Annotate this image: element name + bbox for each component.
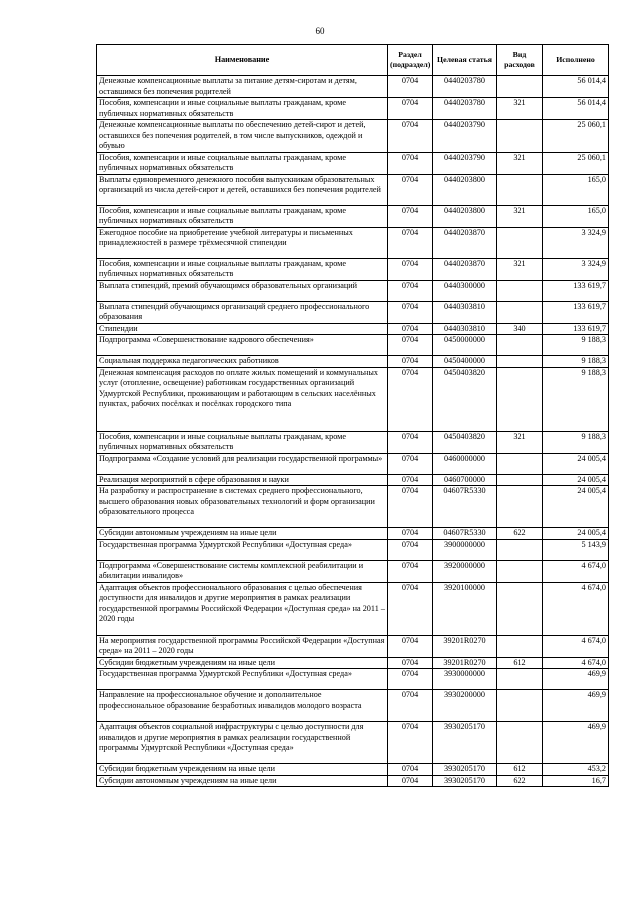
row-target-cell: 0460000000 bbox=[433, 453, 497, 474]
row-name-cell: Ежегодное пособие на приобретение учебной литературы и письменных принадлежностей в размере трёхмесячной стипендии bbox=[97, 227, 388, 258]
row-section-cell: 0704 bbox=[388, 486, 433, 528]
row-type-cell: 622 bbox=[497, 775, 543, 787]
row-name-cell: Пособия, компенсации и иные социальные выплаты гражданам, кроме публичных нормативных обязательств bbox=[97, 258, 388, 280]
row-type-cell bbox=[497, 486, 543, 528]
row-amount-cell: 56 014,4 bbox=[543, 98, 609, 120]
row-section-cell: 0704 bbox=[388, 120, 433, 153]
row-target-cell: 0450403820 bbox=[433, 367, 497, 431]
row-target-cell: 3930205170 bbox=[433, 775, 497, 787]
table-row bbox=[97, 301, 609, 323]
table-row bbox=[97, 227, 609, 258]
row-type-cell: 340 bbox=[497, 323, 543, 335]
table-row bbox=[97, 582, 609, 635]
row-target-cell: 3930200000 bbox=[433, 690, 497, 722]
table-row bbox=[97, 205, 609, 227]
row-amount-cell: 5 143,9 bbox=[543, 539, 609, 560]
row-target-cell: 0440203870 bbox=[433, 258, 497, 280]
row-section-cell: 0704 bbox=[388, 669, 433, 690]
row-type-cell: 622 bbox=[497, 528, 543, 540]
row-amount-cell: 56 014,4 bbox=[543, 76, 609, 98]
row-target-cell: 0440303810 bbox=[433, 323, 497, 335]
row-section-cell: 0704 bbox=[388, 635, 433, 657]
row-name-cell: На мероприятия государственной программы Российской Федерации «Доступная среда» на 2011 – 2020 годы bbox=[97, 635, 388, 657]
table-row bbox=[97, 722, 609, 764]
table-row bbox=[97, 764, 609, 776]
table-row bbox=[97, 635, 609, 657]
row-target-cell: 39201R0270 bbox=[433, 657, 497, 669]
row-amount-cell: 4 674,0 bbox=[543, 560, 609, 582]
row-name-cell: Денежная компенсация расходов по оплате жилых помещений и коммунальных услуг (отопление, освещение) работникам государственных организаций Удмуртской Республики, проживающим и работающим в сельских населённых пунктах, рабочих посёлках и посёлках городского типа bbox=[97, 367, 388, 431]
header-amount: Исполнено bbox=[543, 45, 609, 76]
row-section-cell: 0704 bbox=[388, 528, 433, 540]
row-name-cell: Подпрограмма «Совершенствование системы комплексной реабилитации и абилитации инвалидов» bbox=[97, 560, 388, 582]
row-target-cell: 0450000000 bbox=[433, 335, 497, 356]
row-section-cell: 0704 bbox=[388, 323, 433, 335]
table-row bbox=[97, 528, 609, 540]
row-target-cell: 0440203790 bbox=[433, 120, 497, 153]
table-row bbox=[97, 453, 609, 474]
table-row bbox=[97, 98, 609, 120]
table-row bbox=[97, 690, 609, 722]
row-type-cell bbox=[497, 690, 543, 722]
row-target-cell: 0460700000 bbox=[433, 474, 497, 486]
header-name: Наименование bbox=[97, 45, 388, 76]
row-name-cell: Стипендии bbox=[97, 323, 388, 335]
row-target-cell: 04607R5330 bbox=[433, 528, 497, 540]
row-name-cell: Пособия, компенсации и иные социальные выплаты гражданам, кроме публичных нормативных обязательств bbox=[97, 152, 388, 174]
row-amount-cell: 453,2 bbox=[543, 764, 609, 776]
table-row bbox=[97, 669, 609, 690]
row-amount-cell: 133 619,7 bbox=[543, 301, 609, 323]
table-row bbox=[97, 258, 609, 280]
row-amount-cell: 4 674,0 bbox=[543, 657, 609, 669]
row-type-cell bbox=[497, 174, 543, 205]
row-amount-cell: 24 005,4 bbox=[543, 486, 609, 528]
row-amount-cell: 25 060,1 bbox=[543, 152, 609, 174]
table-row bbox=[97, 367, 609, 431]
row-name-cell: Подпрограмма «Совершенствование кадрового обеспечения» bbox=[97, 335, 388, 356]
row-name-cell: Пособия, компенсации и иные социальные выплаты гражданам, кроме публичных нормативных обязательств bbox=[97, 431, 388, 453]
table-row bbox=[97, 486, 609, 528]
row-name-cell: Субсидии бюджетным учреждениям на иные цели bbox=[97, 764, 388, 776]
table-row bbox=[97, 76, 609, 98]
row-type-cell bbox=[497, 120, 543, 153]
row-name-cell: Подпрограмма «Создание условий для реализации государственной программы» bbox=[97, 453, 388, 474]
row-amount-cell: 9 188,3 bbox=[543, 335, 609, 356]
row-amount-cell: 3 324,9 bbox=[543, 258, 609, 280]
table-row bbox=[97, 174, 609, 205]
expenditure-table bbox=[96, 44, 609, 787]
row-name-cell: Пособия, компенсации и иные социальные выплаты гражданам, кроме публичных нормативных обязательств bbox=[97, 98, 388, 120]
row-section-cell: 0704 bbox=[388, 453, 433, 474]
page-number: 60 bbox=[315, 26, 325, 36]
row-section-cell: 0704 bbox=[388, 764, 433, 776]
row-type-cell bbox=[497, 356, 543, 368]
row-section-cell: 0704 bbox=[388, 205, 433, 227]
row-target-cell: 3920000000 bbox=[433, 560, 497, 582]
row-name-cell: Адаптация объектов социальной инфраструктуры с целью доступности для инвалидов и другие мероприятия в рамках реализации государственной программы Удмуртской Республики «Доступная среда» bbox=[97, 722, 388, 764]
row-name-cell: Государственная программа Удмуртской Республики «Доступная среда» bbox=[97, 539, 388, 560]
row-section-cell: 0704 bbox=[388, 356, 433, 368]
table-header-row bbox=[97, 45, 609, 76]
header-section: Раздел (подраздел) bbox=[388, 45, 433, 76]
row-section-cell: 0704 bbox=[388, 174, 433, 205]
row-name-cell: Денежные компенсационные выплаты по обеспечению детей-сирот и детей, оставшихся без попечения родителей, в том числе выпускников, одеждой и обувью bbox=[97, 120, 388, 153]
row-section-cell: 0704 bbox=[388, 582, 433, 635]
row-type-cell: 612 bbox=[497, 764, 543, 776]
row-section-cell: 0704 bbox=[388, 775, 433, 787]
row-target-cell: 0440203800 bbox=[433, 205, 497, 227]
row-amount-cell: 133 619,7 bbox=[543, 323, 609, 335]
row-name-cell: Направление на профессиональное обучение и дополнительное профессиональное образование безработных инвалидов молодого возраста bbox=[97, 690, 388, 722]
row-section-cell: 0704 bbox=[388, 431, 433, 453]
row-amount-cell: 9 188,3 bbox=[543, 367, 609, 431]
row-name-cell: Денежные компенсационные выплаты за питание детям-сиротам и детям, оставшимся без попечения родителей bbox=[97, 76, 388, 98]
header-target: Целевая статья bbox=[433, 45, 497, 76]
row-type-cell: 321 bbox=[497, 258, 543, 280]
row-target-cell: 0440203790 bbox=[433, 152, 497, 174]
row-target-cell: 0440203800 bbox=[433, 174, 497, 205]
row-amount-cell: 469,9 bbox=[543, 722, 609, 764]
row-target-cell: 0450403820 bbox=[433, 431, 497, 453]
row-target-cell: 0440203780 bbox=[433, 76, 497, 98]
table-row bbox=[97, 356, 609, 368]
row-name-cell: Реализация мероприятий в сфере образования и науки bbox=[97, 474, 388, 486]
row-section-cell: 0704 bbox=[388, 539, 433, 560]
row-type-cell bbox=[497, 582, 543, 635]
row-section-cell: 0704 bbox=[388, 474, 433, 486]
row-name-cell: Социальная поддержка педагогических работников bbox=[97, 356, 388, 368]
row-target-cell: 39201R0270 bbox=[433, 635, 497, 657]
row-amount-cell: 25 060,1 bbox=[543, 120, 609, 153]
row-section-cell: 0704 bbox=[388, 301, 433, 323]
table-row bbox=[97, 335, 609, 356]
row-amount-cell: 24 005,4 bbox=[543, 528, 609, 540]
row-amount-cell: 9 188,3 bbox=[543, 431, 609, 453]
row-section-cell: 0704 bbox=[388, 227, 433, 258]
row-type-cell bbox=[497, 280, 543, 301]
table-row bbox=[97, 560, 609, 582]
row-name-cell: Выплата стипендий, премий обучающимся образовательных организаций bbox=[97, 280, 388, 301]
row-section-cell: 0704 bbox=[388, 335, 433, 356]
row-target-cell: 3930000000 bbox=[433, 669, 497, 690]
row-amount-cell: 469,9 bbox=[543, 690, 609, 722]
row-type-cell bbox=[497, 722, 543, 764]
row-type-cell bbox=[497, 335, 543, 356]
row-type-cell: 612 bbox=[497, 657, 543, 669]
row-type-cell bbox=[497, 669, 543, 690]
row-section-cell: 0704 bbox=[388, 98, 433, 120]
row-target-cell: 3920100000 bbox=[433, 582, 497, 635]
row-amount-cell: 469,9 bbox=[543, 669, 609, 690]
row-amount-cell: 165,0 bbox=[543, 174, 609, 205]
row-type-cell bbox=[497, 453, 543, 474]
table-row bbox=[97, 323, 609, 335]
header-type: Вид расходов bbox=[497, 45, 543, 76]
row-amount-cell: 133 619,7 bbox=[543, 280, 609, 301]
row-name-cell: Субсидии бюджетным учреждениям на иные цели bbox=[97, 657, 388, 669]
row-type-cell: 321 bbox=[497, 98, 543, 120]
row-section-cell: 0704 bbox=[388, 560, 433, 582]
row-target-cell: 0440300000 bbox=[433, 280, 497, 301]
row-type-cell bbox=[497, 474, 543, 486]
row-type-cell bbox=[497, 367, 543, 431]
row-amount-cell: 165,0 bbox=[543, 205, 609, 227]
row-name-cell: Государственная программа Удмуртской Республики «Доступная среда» bbox=[97, 669, 388, 690]
row-type-cell bbox=[497, 539, 543, 560]
row-section-cell: 0704 bbox=[388, 76, 433, 98]
row-target-cell: 0450400000 bbox=[433, 356, 497, 368]
table-row bbox=[97, 120, 609, 153]
row-target-cell: 3930205170 bbox=[433, 722, 497, 764]
row-amount-cell: 4 674,0 bbox=[543, 582, 609, 635]
table-row bbox=[97, 431, 609, 453]
row-name-cell: Субсидии автономным учреждениям на иные цели bbox=[97, 528, 388, 540]
row-amount-cell: 24 005,4 bbox=[543, 474, 609, 486]
table-row bbox=[97, 657, 609, 669]
row-section-cell: 0704 bbox=[388, 690, 433, 722]
row-amount-cell: 16,7 bbox=[543, 775, 609, 787]
table-row bbox=[97, 539, 609, 560]
row-type-cell bbox=[497, 76, 543, 98]
row-section-cell: 0704 bbox=[388, 280, 433, 301]
row-amount-cell: 24 005,4 bbox=[543, 453, 609, 474]
row-section-cell: 0704 bbox=[388, 258, 433, 280]
row-amount-cell: 9 188,3 bbox=[543, 356, 609, 368]
row-name-cell: На разработку и распространение в системах среднего профессионального, высшего образования новых образовательных технологий и форм организации образовательного процесса bbox=[97, 486, 388, 528]
row-amount-cell: 4 674,0 bbox=[543, 635, 609, 657]
row-target-cell: 0440203870 bbox=[433, 227, 497, 258]
table-row bbox=[97, 474, 609, 486]
row-type-cell: 321 bbox=[497, 152, 543, 174]
row-name-cell: Субсидии автономным учреждениям на иные цели bbox=[97, 775, 388, 787]
row-type-cell bbox=[497, 635, 543, 657]
row-name-cell: Пособия, компенсации и иные социальные выплаты гражданам, кроме публичных нормативных обязательств bbox=[97, 205, 388, 227]
row-name-cell: Выплата стипендий обучающимся организаций среднего профессионального образования bbox=[97, 301, 388, 323]
row-target-cell: 0440203780 bbox=[433, 98, 497, 120]
row-section-cell: 0704 bbox=[388, 722, 433, 764]
row-type-cell bbox=[497, 560, 543, 582]
row-section-cell: 0704 bbox=[388, 152, 433, 174]
row-amount-cell: 3 324,9 bbox=[543, 227, 609, 258]
row-type-cell: 321 bbox=[497, 205, 543, 227]
row-type-cell: 321 bbox=[497, 431, 543, 453]
row-name-cell: Выплаты единовременного денежного пособия выпускникам образовательных организаций из числа детей-сирот и детей, оставшихся без попечения родителей bbox=[97, 174, 388, 205]
row-target-cell: 3930205170 bbox=[433, 764, 497, 776]
table-row bbox=[97, 775, 609, 787]
row-name-cell: Адаптация объектов профессионального образования с целью обеспечения доступности для инвалидов и другие мероприятия в рамках реализации государственной программы Российской Федерации «Доступная среда» на 2011 – 2020 годы bbox=[97, 582, 388, 635]
table-row bbox=[97, 152, 609, 174]
row-type-cell bbox=[497, 301, 543, 323]
table-row bbox=[97, 280, 609, 301]
row-target-cell: 3900000000 bbox=[433, 539, 497, 560]
row-section-cell: 0704 bbox=[388, 657, 433, 669]
row-type-cell bbox=[497, 227, 543, 258]
row-target-cell: 0440303810 bbox=[433, 301, 497, 323]
row-target-cell: 04607R5330 bbox=[433, 486, 497, 528]
row-section-cell: 0704 bbox=[388, 367, 433, 431]
